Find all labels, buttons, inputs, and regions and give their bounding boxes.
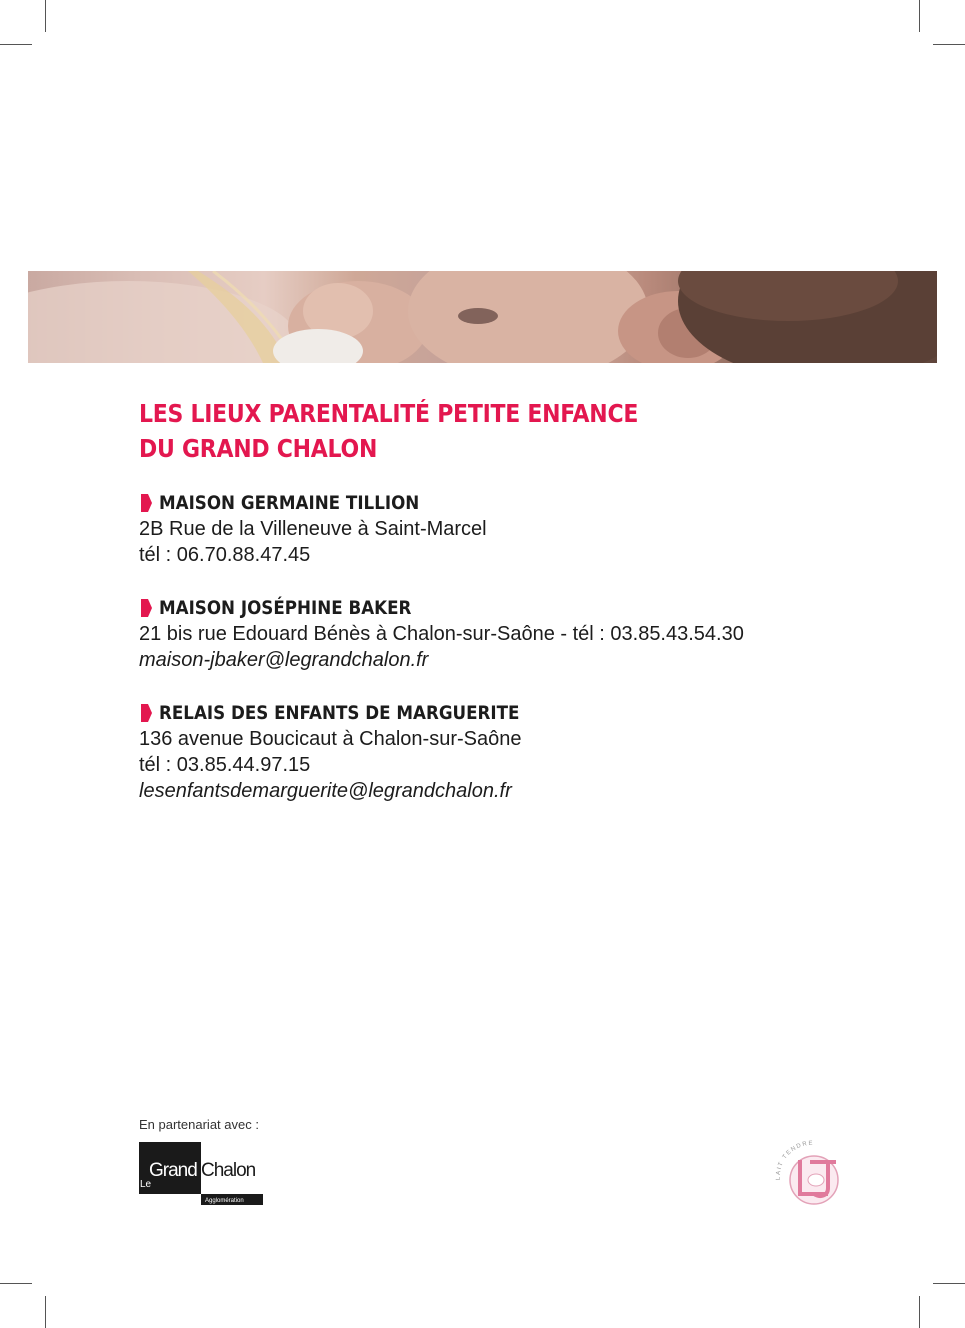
title-line-1: LES LIEUX PARENTALITÉ PETITE ENFANCE (139, 399, 639, 428)
place-address: 136 avenue Boucicaut à Chalon-sur-Saône (139, 728, 522, 750)
place-address: 21 bis rue Edouard Bénès à Chalon-sur-Saône - tél : 03.85.43.54.30 (139, 623, 744, 645)
logo-chalon: Chalon (201, 1160, 256, 1181)
red-arrow-bullet-icon (139, 703, 153, 723)
lait-tendre-logo (770, 1138, 850, 1210)
place-name: RELAIS DES ENFANTS DE MARGUERITE (159, 702, 520, 724)
place-phone: tél : 06.70.88.47.45 (139, 544, 311, 566)
lait-tendre-letters: LT (770, 1138, 772, 1139)
logo-sub: Agglomération (205, 1198, 244, 1204)
place-email-link[interactable]: lesenfantsdemarguerite@legrandchalon.fr (139, 780, 512, 802)
crop-mark-bottom-right-h (933, 1283, 965, 1284)
logo-le: Le (140, 1179, 152, 1190)
crop-mark-top-left-v (45, 0, 46, 32)
place-address: 2B Rue de la Villeneuve à Saint-Marcel (139, 518, 487, 540)
le-grand-chalon-logo (139, 1142, 263, 1206)
place-name: MAISON JOSÉPHINE BAKER (159, 597, 412, 619)
crop-mark-bottom-right-v (919, 1296, 920, 1328)
red-arrow-bullet-icon (139, 493, 153, 513)
crop-mark-top-right-h (933, 44, 965, 45)
crop-mark-bottom-left-h (0, 1283, 32, 1284)
place-name: MAISON GERMAINE TILLION (159, 492, 420, 514)
place-josephine-baker (139, 595, 899, 673)
title-line-2: DU GRAND CHALON (139, 434, 378, 463)
banner-photo (28, 271, 937, 363)
crop-mark-top-left-h (0, 44, 32, 45)
banner-photo-art (28, 271, 937, 363)
place-email-link[interactable]: maison-jbaker@legrandchalon.fr (139, 649, 429, 671)
crop-mark-top-right-v (919, 0, 920, 32)
logo-grand: Grand (149, 1160, 197, 1181)
red-arrow-bullet-icon (139, 598, 153, 618)
partner-label: En partenariat avec : (139, 1117, 259, 1132)
place-germaine-tillion (139, 490, 899, 568)
place-enfants-de-marguerite (139, 700, 899, 804)
crop-mark-bottom-left-v (45, 1296, 46, 1328)
lait-tendre-text: LAIT TENDRE (775, 1140, 815, 1181)
page-title (139, 396, 755, 466)
place-phone: tél : 03.85.44.97.15 (139, 754, 311, 776)
